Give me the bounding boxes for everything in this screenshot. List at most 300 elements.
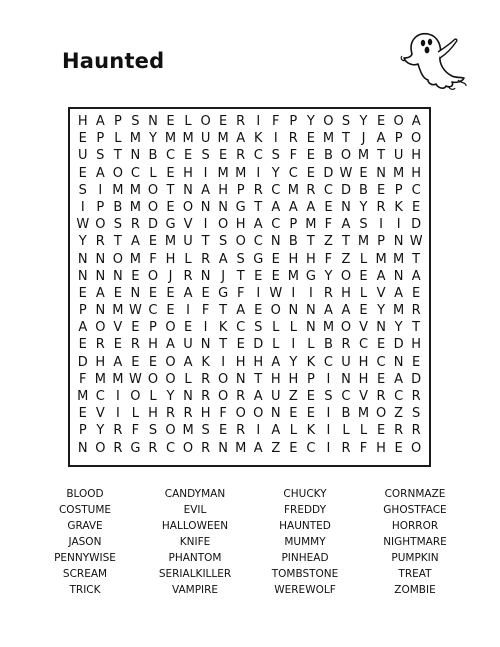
grid-letter[interactable]: R	[201, 389, 211, 404]
grid-letter[interactable]: R	[113, 440, 123, 456]
grid-letter[interactable]: C	[358, 337, 369, 353]
grid-letter[interactable]: M	[77, 389, 89, 404]
grid-letter[interactable]: D	[411, 217, 422, 233]
grid-letter[interactable]: E	[219, 114, 228, 129]
grid-letter[interactable]: O	[165, 354, 176, 370]
grid-letter[interactable]: D	[340, 182, 351, 198]
grid-letter[interactable]: H	[235, 354, 246, 370]
grid-letter[interactable]: T	[412, 251, 421, 267]
grid-letter[interactable]: H	[341, 285, 351, 301]
grid-letter[interactable]: U	[200, 131, 211, 147]
grid-letter[interactable]: C	[323, 354, 333, 370]
grid-letter[interactable]: R	[130, 337, 140, 353]
grid-letter[interactable]: I	[186, 303, 190, 319]
grid-letter[interactable]: I	[291, 337, 296, 353]
grid-letter[interactable]: H	[148, 406, 158, 422]
grid-letter[interactable]: C	[165, 440, 176, 456]
grid-letter[interactable]: E	[113, 337, 122, 353]
grid-letter[interactable]: D	[147, 217, 158, 233]
grid-letter[interactable]: E	[219, 148, 228, 164]
grid-letter[interactable]: H	[200, 406, 211, 422]
grid-letter[interactable]: G	[235, 199, 246, 215]
grid-letter[interactable]: G	[253, 251, 264, 267]
grid-letter[interactable]: F	[149, 251, 157, 267]
grid-letter[interactable]: C	[376, 354, 386, 370]
grid-letter[interactable]: N	[95, 251, 106, 267]
grid-letter[interactable]: E	[376, 423, 386, 439]
grid-letter[interactable]: H	[411, 337, 422, 353]
grid-letter[interactable]: A	[95, 285, 105, 301]
grid-letter[interactable]: R	[306, 182, 316, 198]
grid-letter[interactable]: E	[324, 199, 333, 215]
grid-letter[interactable]: Y	[96, 423, 105, 439]
grid-letter[interactable]: I	[256, 423, 261, 439]
grid-letter[interactable]: N	[341, 199, 351, 215]
grid-letter[interactable]: Z	[394, 406, 404, 422]
grid-letter[interactable]: O	[340, 268, 352, 284]
grid-letter[interactable]: R	[376, 389, 386, 404]
grid-letter[interactable]: R	[113, 423, 123, 439]
grid-letter[interactable]: B	[359, 182, 368, 198]
grid-letter[interactable]: A	[218, 251, 228, 267]
grid-letter[interactable]: O	[112, 165, 123, 181]
grid-letter[interactable]: O	[95, 217, 106, 233]
grid-letter[interactable]: O	[95, 320, 106, 336]
grid-letter[interactable]: Y	[78, 234, 87, 250]
grid-letter[interactable]: S	[96, 148, 105, 164]
grid-letter[interactable]: N	[341, 371, 351, 387]
grid-letter[interactable]: O	[147, 371, 159, 387]
grid-letter[interactable]: M	[217, 165, 229, 181]
grid-letter[interactable]: D	[411, 371, 422, 387]
grid-letter[interactable]: G	[130, 440, 141, 456]
grid-letter[interactable]: U	[393, 148, 404, 164]
grid-letter[interactable]: R	[253, 182, 263, 198]
grid-letter[interactable]: E	[166, 303, 175, 319]
grid-letter[interactable]: H	[253, 354, 264, 370]
grid-letter[interactable]: L	[289, 423, 297, 439]
grid-letter[interactable]: E	[148, 285, 158, 301]
grid-letter[interactable]: K	[218, 320, 228, 336]
grid-letter[interactable]: R	[183, 406, 193, 422]
grid-letter[interactable]: C	[288, 165, 298, 181]
grid-letter[interactable]: V	[95, 406, 105, 422]
grid-letter[interactable]: E	[394, 440, 403, 456]
grid-letter[interactable]: L	[184, 114, 192, 129]
grid-letter[interactable]: L	[307, 337, 315, 353]
grid-letter[interactable]: I	[326, 406, 331, 422]
grid-letter[interactable]: M	[112, 303, 124, 319]
grid-letter[interactable]: P	[236, 182, 245, 198]
grid-letter[interactable]: O	[182, 440, 194, 456]
grid-letter[interactable]: A	[271, 423, 281, 439]
grid-letter[interactable]: M	[129, 131, 142, 147]
grid-letter[interactable]: Z	[288, 389, 298, 404]
grid-letter[interactable]: M	[129, 199, 142, 215]
grid-letter[interactable]: F	[289, 148, 298, 164]
grid-letter[interactable]: A	[113, 354, 123, 370]
grid-letter[interactable]: A	[253, 440, 263, 456]
grid-letter[interactable]: C	[148, 303, 158, 319]
grid-letter[interactable]: I	[221, 354, 226, 370]
grid-letter[interactable]: I	[326, 440, 331, 456]
grid-letter[interactable]: O	[165, 371, 176, 387]
grid-letter[interactable]: C	[130, 165, 140, 181]
grid-letter[interactable]: N	[183, 389, 193, 404]
grid-letter[interactable]: N	[270, 406, 281, 422]
grid-letter[interactable]: E	[271, 268, 280, 284]
grid-letter[interactable]: W	[76, 217, 90, 233]
grid-letter[interactable]: P	[394, 182, 403, 198]
grid-letter[interactable]: T	[254, 371, 263, 387]
grid-letter[interactable]: P	[78, 423, 87, 439]
grid-letter[interactable]: M	[305, 217, 317, 233]
grid-letter[interactable]: I	[326, 423, 331, 439]
grid-letter[interactable]: E	[359, 165, 368, 181]
grid-letter[interactable]: S	[78, 182, 87, 198]
grid-letter[interactable]: Z	[271, 440, 281, 456]
grid-letter[interactable]: N	[200, 268, 211, 284]
grid-letter[interactable]: S	[236, 251, 245, 267]
grid-letter[interactable]: N	[288, 303, 299, 319]
grid-letter[interactable]: E	[131, 268, 140, 284]
grid-letter[interactable]: L	[359, 423, 368, 439]
grid-letter[interactable]: A	[271, 199, 281, 215]
grid-letter[interactable]: H	[288, 371, 299, 387]
grid-letter[interactable]: P	[289, 114, 298, 129]
grid-letter[interactable]: H	[235, 217, 246, 233]
grid-letter[interactable]: M	[357, 406, 370, 422]
grid-letter[interactable]: K	[253, 131, 263, 147]
grid-letter[interactable]: E	[306, 406, 315, 422]
grid-letter[interactable]: Y	[271, 165, 280, 181]
grid-letter[interactable]: S	[412, 406, 421, 422]
grid-letter[interactable]: H	[148, 337, 158, 353]
grid-letter[interactable]: H	[183, 165, 193, 181]
grid-letter[interactable]: T	[341, 234, 350, 250]
grid-letter[interactable]: T	[254, 199, 263, 215]
grid-letter[interactable]: M	[287, 268, 299, 284]
grid-letter[interactable]: M	[217, 131, 229, 147]
grid-letter[interactable]: N	[77, 251, 88, 267]
grid-letter[interactable]: B	[323, 337, 333, 353]
grid-letter[interactable]: P	[377, 234, 385, 250]
grid-letter[interactable]: I	[115, 389, 120, 404]
grid-letter[interactable]: A	[95, 165, 105, 181]
grid-letter[interactable]: R	[394, 423, 404, 439]
grid-letter[interactable]: K	[306, 423, 316, 439]
grid-letter[interactable]: C	[411, 182, 421, 198]
grid-letter[interactable]: E	[131, 354, 140, 370]
grid-letter[interactable]: G	[165, 217, 176, 233]
grid-letter[interactable]: Y	[359, 114, 368, 129]
grid-letter[interactable]: A	[253, 389, 263, 404]
grid-letter[interactable]: A	[394, 371, 404, 387]
grid-letter[interactable]: V	[359, 389, 368, 404]
grid-letter[interactable]: L	[149, 389, 157, 404]
grid-letter[interactable]: N	[130, 285, 141, 301]
grid-letter[interactable]: E	[183, 148, 193, 164]
grid-letter[interactable]: P	[113, 114, 122, 129]
grid-letter[interactable]: A	[376, 268, 386, 284]
grid-letter[interactable]: O	[165, 320, 176, 336]
grid-letter[interactable]: C	[323, 182, 333, 198]
grid-letter[interactable]: M	[182, 423, 194, 439]
grid-letter[interactable]: M	[112, 371, 124, 387]
grid-letter[interactable]: E	[412, 199, 421, 215]
grid-letter[interactable]: K	[306, 354, 316, 370]
grid-letter[interactable]: D	[323, 165, 334, 181]
grid-letter[interactable]: O	[411, 440, 422, 456]
grid-letter[interactable]: P	[306, 371, 315, 387]
grid-letter[interactable]: Y	[166, 389, 175, 404]
grid-letter[interactable]: O	[95, 440, 106, 456]
grid-letter[interactable]: A	[341, 303, 351, 319]
grid-letter[interactable]: R	[411, 389, 421, 404]
grid-letter[interactable]: R	[288, 131, 298, 147]
grid-letter[interactable]: N	[112, 268, 123, 284]
grid-letter[interactable]: H	[376, 440, 386, 456]
grid-letter[interactable]: Z	[341, 251, 351, 267]
grid-letter[interactable]: U	[183, 234, 193, 250]
grid-letter[interactable]: N	[393, 234, 404, 250]
grid-letter[interactable]: T	[306, 234, 315, 250]
grid-letter[interactable]: C	[95, 389, 105, 404]
grid-letter[interactable]: E	[376, 182, 386, 198]
grid-letter[interactable]: Y	[377, 303, 386, 319]
grid-letter[interactable]: R	[323, 285, 333, 301]
grid-letter[interactable]: M	[357, 148, 370, 164]
grid-letter[interactable]: M	[129, 182, 142, 198]
grid-letter[interactable]: I	[203, 217, 208, 233]
grid-letter[interactable]: I	[379, 217, 383, 233]
grid-letter[interactable]: S	[113, 217, 122, 233]
grid-letter[interactable]: R	[183, 268, 193, 284]
grid-letter[interactable]: A	[183, 285, 193, 301]
grid-letter[interactable]: O	[112, 251, 123, 267]
grid-letter[interactable]: M	[94, 371, 106, 387]
grid-letter[interactable]: R	[341, 337, 351, 353]
grid-letter[interactable]: L	[149, 165, 157, 181]
grid-letter[interactable]: V	[359, 320, 368, 336]
grid-letter[interactable]: Y	[359, 199, 368, 215]
grid-letter[interactable]: H	[95, 354, 106, 370]
grid-letter[interactable]: A	[411, 268, 421, 284]
grid-letter[interactable]: N	[183, 182, 193, 198]
grid-letter[interactable]: F	[219, 406, 227, 422]
grid-letter[interactable]: M	[357, 234, 370, 250]
grid-letter[interactable]: E	[254, 268, 263, 284]
grid-letter[interactable]: E	[236, 337, 245, 353]
grid-letter[interactable]: A	[253, 217, 263, 233]
grid-letter[interactable]: U	[271, 389, 281, 404]
grid-letter[interactable]: H	[411, 165, 422, 181]
grid-letter[interactable]: C	[306, 440, 316, 456]
grid-letter[interactable]: H	[411, 148, 422, 164]
grid-letter[interactable]: R	[341, 440, 351, 456]
grid-letter[interactable]: M	[322, 131, 335, 147]
grid-letter[interactable]: B	[288, 234, 298, 250]
grid-letter[interactable]: V	[376, 285, 386, 301]
grid-letter[interactable]: J	[221, 268, 226, 284]
grid-letter[interactable]: E	[78, 165, 87, 181]
grid-letter[interactable]: P	[78, 303, 87, 319]
grid-letter[interactable]: E	[148, 234, 158, 250]
grid-letter[interactable]: E	[306, 131, 315, 147]
grid-letter[interactable]: N	[148, 114, 158, 129]
grid-letter[interactable]: I	[291, 285, 296, 301]
grid-letter[interactable]: N	[270, 234, 281, 250]
grid-letter[interactable]: R	[130, 217, 140, 233]
grid-letter[interactable]: M	[182, 131, 194, 147]
grid-letter[interactable]: M	[375, 251, 387, 267]
grid-letter[interactable]: R	[236, 423, 246, 439]
grid-letter[interactable]: J	[361, 131, 366, 147]
grid-letter[interactable]: M	[235, 440, 247, 456]
grid-letter[interactable]: C	[253, 234, 263, 250]
grid-letter[interactable]: L	[342, 423, 350, 439]
grid-letter[interactable]: E	[166, 165, 175, 181]
grid-letter[interactable]: T	[219, 303, 228, 319]
grid-letter[interactable]: A	[306, 199, 316, 215]
grid-letter[interactable]: T	[166, 182, 175, 198]
grid-letter[interactable]: Y	[289, 354, 298, 370]
grid-letter[interactable]: S	[359, 217, 368, 233]
grid-letter[interactable]: T	[113, 148, 122, 164]
grid-letter[interactable]: N	[393, 354, 404, 370]
grid-letter[interactable]: E	[306, 165, 315, 181]
grid-letter[interactable]: R	[201, 251, 211, 267]
grid-letter[interactable]: I	[80, 199, 85, 215]
grid-letter[interactable]: F	[324, 251, 333, 267]
grid-letter[interactable]: A	[394, 285, 404, 301]
grid-letter[interactable]: F	[201, 303, 210, 319]
grid-letter[interactable]: E	[148, 354, 158, 370]
grid-letter[interactable]: L	[184, 371, 192, 387]
grid-letter[interactable]: D	[393, 337, 404, 353]
grid-letter[interactable]: S	[201, 423, 210, 439]
grid-letter[interactable]: O	[375, 406, 387, 422]
grid-letter[interactable]: E	[289, 440, 298, 456]
grid-letter[interactable]: T	[113, 234, 122, 250]
grid-letter[interactable]: E	[166, 285, 175, 301]
grid-letter[interactable]: R	[236, 389, 246, 404]
grid-letter[interactable]: L	[272, 337, 280, 353]
grid-letter[interactable]: C	[236, 320, 246, 336]
grid-letter[interactable]: O	[253, 406, 264, 422]
grid-letter[interactable]: I	[308, 285, 313, 301]
grid-letter[interactable]: E	[131, 320, 140, 336]
grid-letter[interactable]: W	[409, 234, 423, 250]
grid-letter[interactable]: P	[96, 199, 105, 215]
grid-letter[interactable]: N	[200, 199, 211, 215]
grid-letter[interactable]: C	[165, 148, 176, 164]
grid-letter[interactable]: E	[113, 285, 122, 301]
grid-letter[interactable]: A	[376, 131, 386, 147]
grid-letter[interactable]: M	[235, 165, 247, 181]
grid-letter[interactable]: T	[377, 148, 386, 164]
grid-letter[interactable]: R	[201, 440, 211, 456]
grid-letter[interactable]: T	[236, 268, 245, 284]
grid-letter[interactable]: R	[411, 423, 421, 439]
grid-letter[interactable]: B	[148, 148, 158, 164]
grid-letter[interactable]: L	[289, 320, 297, 336]
grid-letter[interactable]: I	[115, 406, 120, 422]
grid-letter[interactable]: O	[165, 423, 176, 439]
grid-letter[interactable]: L	[131, 406, 140, 422]
grid-letter[interactable]: L	[359, 285, 368, 301]
grid-letter[interactable]: E	[183, 320, 193, 336]
grid-letter[interactable]: T	[341, 131, 350, 147]
grid-letter[interactable]: R	[201, 371, 211, 387]
grid-letter[interactable]: E	[306, 148, 315, 164]
grid-letter[interactable]: Y	[324, 268, 333, 284]
grid-letter[interactable]: H	[165, 251, 176, 267]
grid-letter[interactable]: A	[411, 114, 421, 129]
grid-letter[interactable]: L	[359, 251, 368, 267]
grid-letter[interactable]: O	[200, 114, 211, 129]
grid-letter[interactable]: A	[183, 354, 193, 370]
grid-letter[interactable]: O	[147, 268, 159, 284]
grid-letter[interactable]: I	[273, 131, 278, 147]
grid-letter[interactable]: N	[95, 303, 106, 319]
grid-letter[interactable]: T	[412, 320, 421, 336]
grid-letter[interactable]: O	[340, 148, 352, 164]
grid-letter[interactable]: O	[147, 199, 159, 215]
grid-letter[interactable]: N	[306, 320, 316, 336]
grid-letter[interactable]: I	[256, 114, 261, 129]
grid-letter[interactable]: C	[341, 389, 351, 404]
grid-letter[interactable]: L	[272, 320, 280, 336]
grid-letter[interactable]: A	[323, 303, 333, 319]
grid-letter[interactable]: B	[113, 199, 123, 215]
grid-letter[interactable]: N	[95, 268, 106, 284]
grid-letter[interactable]: A	[166, 337, 175, 353]
grid-letter[interactable]: W	[269, 285, 283, 301]
grid-letter[interactable]: N	[130, 148, 141, 164]
grid-letter[interactable]: R	[236, 148, 246, 164]
grid-letter[interactable]: R	[148, 440, 158, 456]
grid-letter[interactable]: A	[236, 303, 246, 319]
grid-letter[interactable]: F	[131, 423, 140, 439]
grid-letter[interactable]: L	[184, 251, 192, 267]
grid-letter[interactable]: N	[218, 440, 228, 456]
grid-letter[interactable]: B	[323, 148, 333, 164]
grid-letter[interactable]: E	[412, 354, 421, 370]
grid-letter[interactable]: E	[376, 114, 386, 129]
grid-letter[interactable]: N	[218, 199, 228, 215]
grid-letter[interactable]: H	[77, 114, 88, 129]
grid-letter[interactable]: M	[112, 182, 124, 198]
grid-letter[interactable]: S	[219, 234, 228, 250]
grid-letter[interactable]: O	[323, 114, 334, 129]
grid-letter[interactable]: N	[77, 268, 88, 284]
grid-letter[interactable]: O	[182, 199, 194, 215]
grid-letter[interactable]: Y	[306, 114, 315, 129]
grid-letter[interactable]: E	[306, 389, 315, 404]
grid-letter[interactable]: O	[218, 217, 229, 233]
grid-letter[interactable]: E	[166, 114, 175, 129]
grid-letter[interactable]: N	[200, 337, 211, 353]
grid-letter[interactable]: O	[218, 371, 229, 387]
grid-letter[interactable]: E	[166, 199, 175, 215]
grid-letter[interactable]: I	[256, 165, 261, 181]
grid-letter[interactable]: C	[271, 217, 281, 233]
grid-letter[interactable]: M	[164, 131, 177, 147]
grid-letter[interactable]: P	[149, 320, 157, 336]
grid-letter[interactable]: A	[288, 199, 298, 215]
grid-letter[interactable]: A	[130, 234, 140, 250]
